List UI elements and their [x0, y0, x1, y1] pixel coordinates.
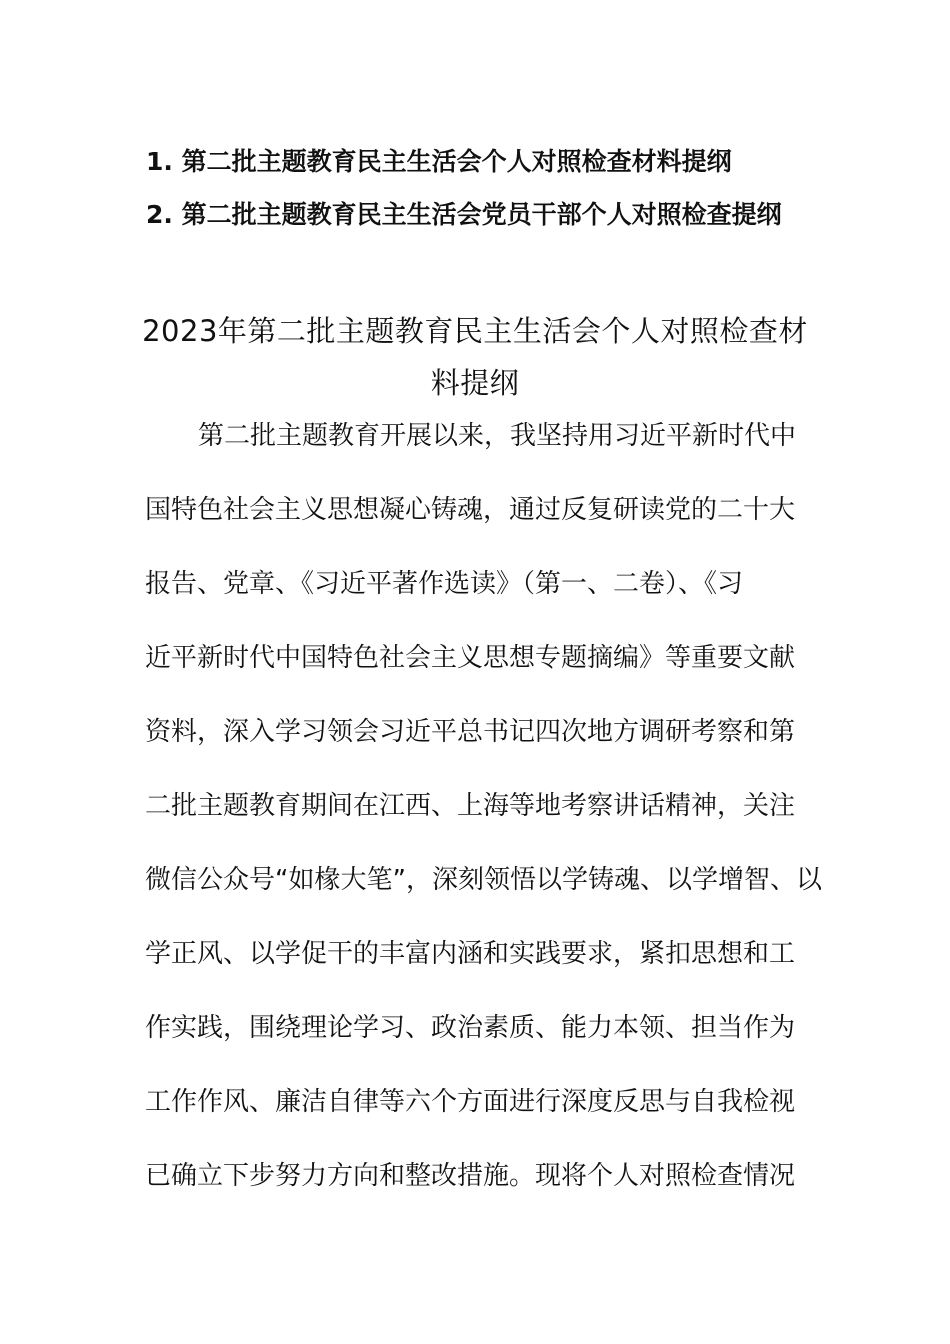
- body-line-7: 微信公众号“如椽大笔”，深刻领悟以学铸魂、以学增智、以: [145, 865, 822, 895]
- body-line-3: 报告、党章、《习近平著作选读》（第一、二卷）、《习: [145, 569, 744, 599]
- body-line-4: 近平新时代中国特色社会主义思想专题摘编》等重要文献: [145, 643, 796, 673]
- body-line-9: 作实践，围绕理论学习、政治素质、能力本领、担当作为: [145, 1013, 796, 1043]
- body-line-10: 工作作风、廉洁自律等六个方面进行深度反思与自我检视: [145, 1087, 796, 1117]
- body-line-6: 二批主题教育期间在江西、上海等地考察讲话精神，关注: [145, 791, 796, 821]
- body-line-11: 已确立下步努力方向和整改措施。现将个人对照检查情况: [145, 1161, 796, 1191]
- body-line-8: 学正风、以学促干的丰富内涵和实践要求，紧扣思想和工: [145, 939, 796, 969]
- body-line-2: 国特色社会主义思想凝心铸魂，通过反复研读党的二十大: [145, 495, 796, 525]
- document-title: [120, 305, 830, 409]
- body-line-5: 资料，深入学习领会习近平总书记四次地方调研考察和第: [145, 717, 796, 747]
- document-title-line-2: 料提纲: [430, 366, 520, 400]
- toc-item-2: 2. 第二批主题教育民主生活会党员干部个人对照检查提纲: [146, 200, 782, 229]
- document-title-line-1: 2023年第二批主题教育民主生活会个人对照检查材: [142, 314, 808, 348]
- body-line-1: 第二批主题教育开展以来，我坚持用习近平新时代中: [198, 421, 797, 451]
- toc-item-1: 1. 第二批主题教育民主生活会个人对照检查材料提纲: [146, 147, 732, 176]
